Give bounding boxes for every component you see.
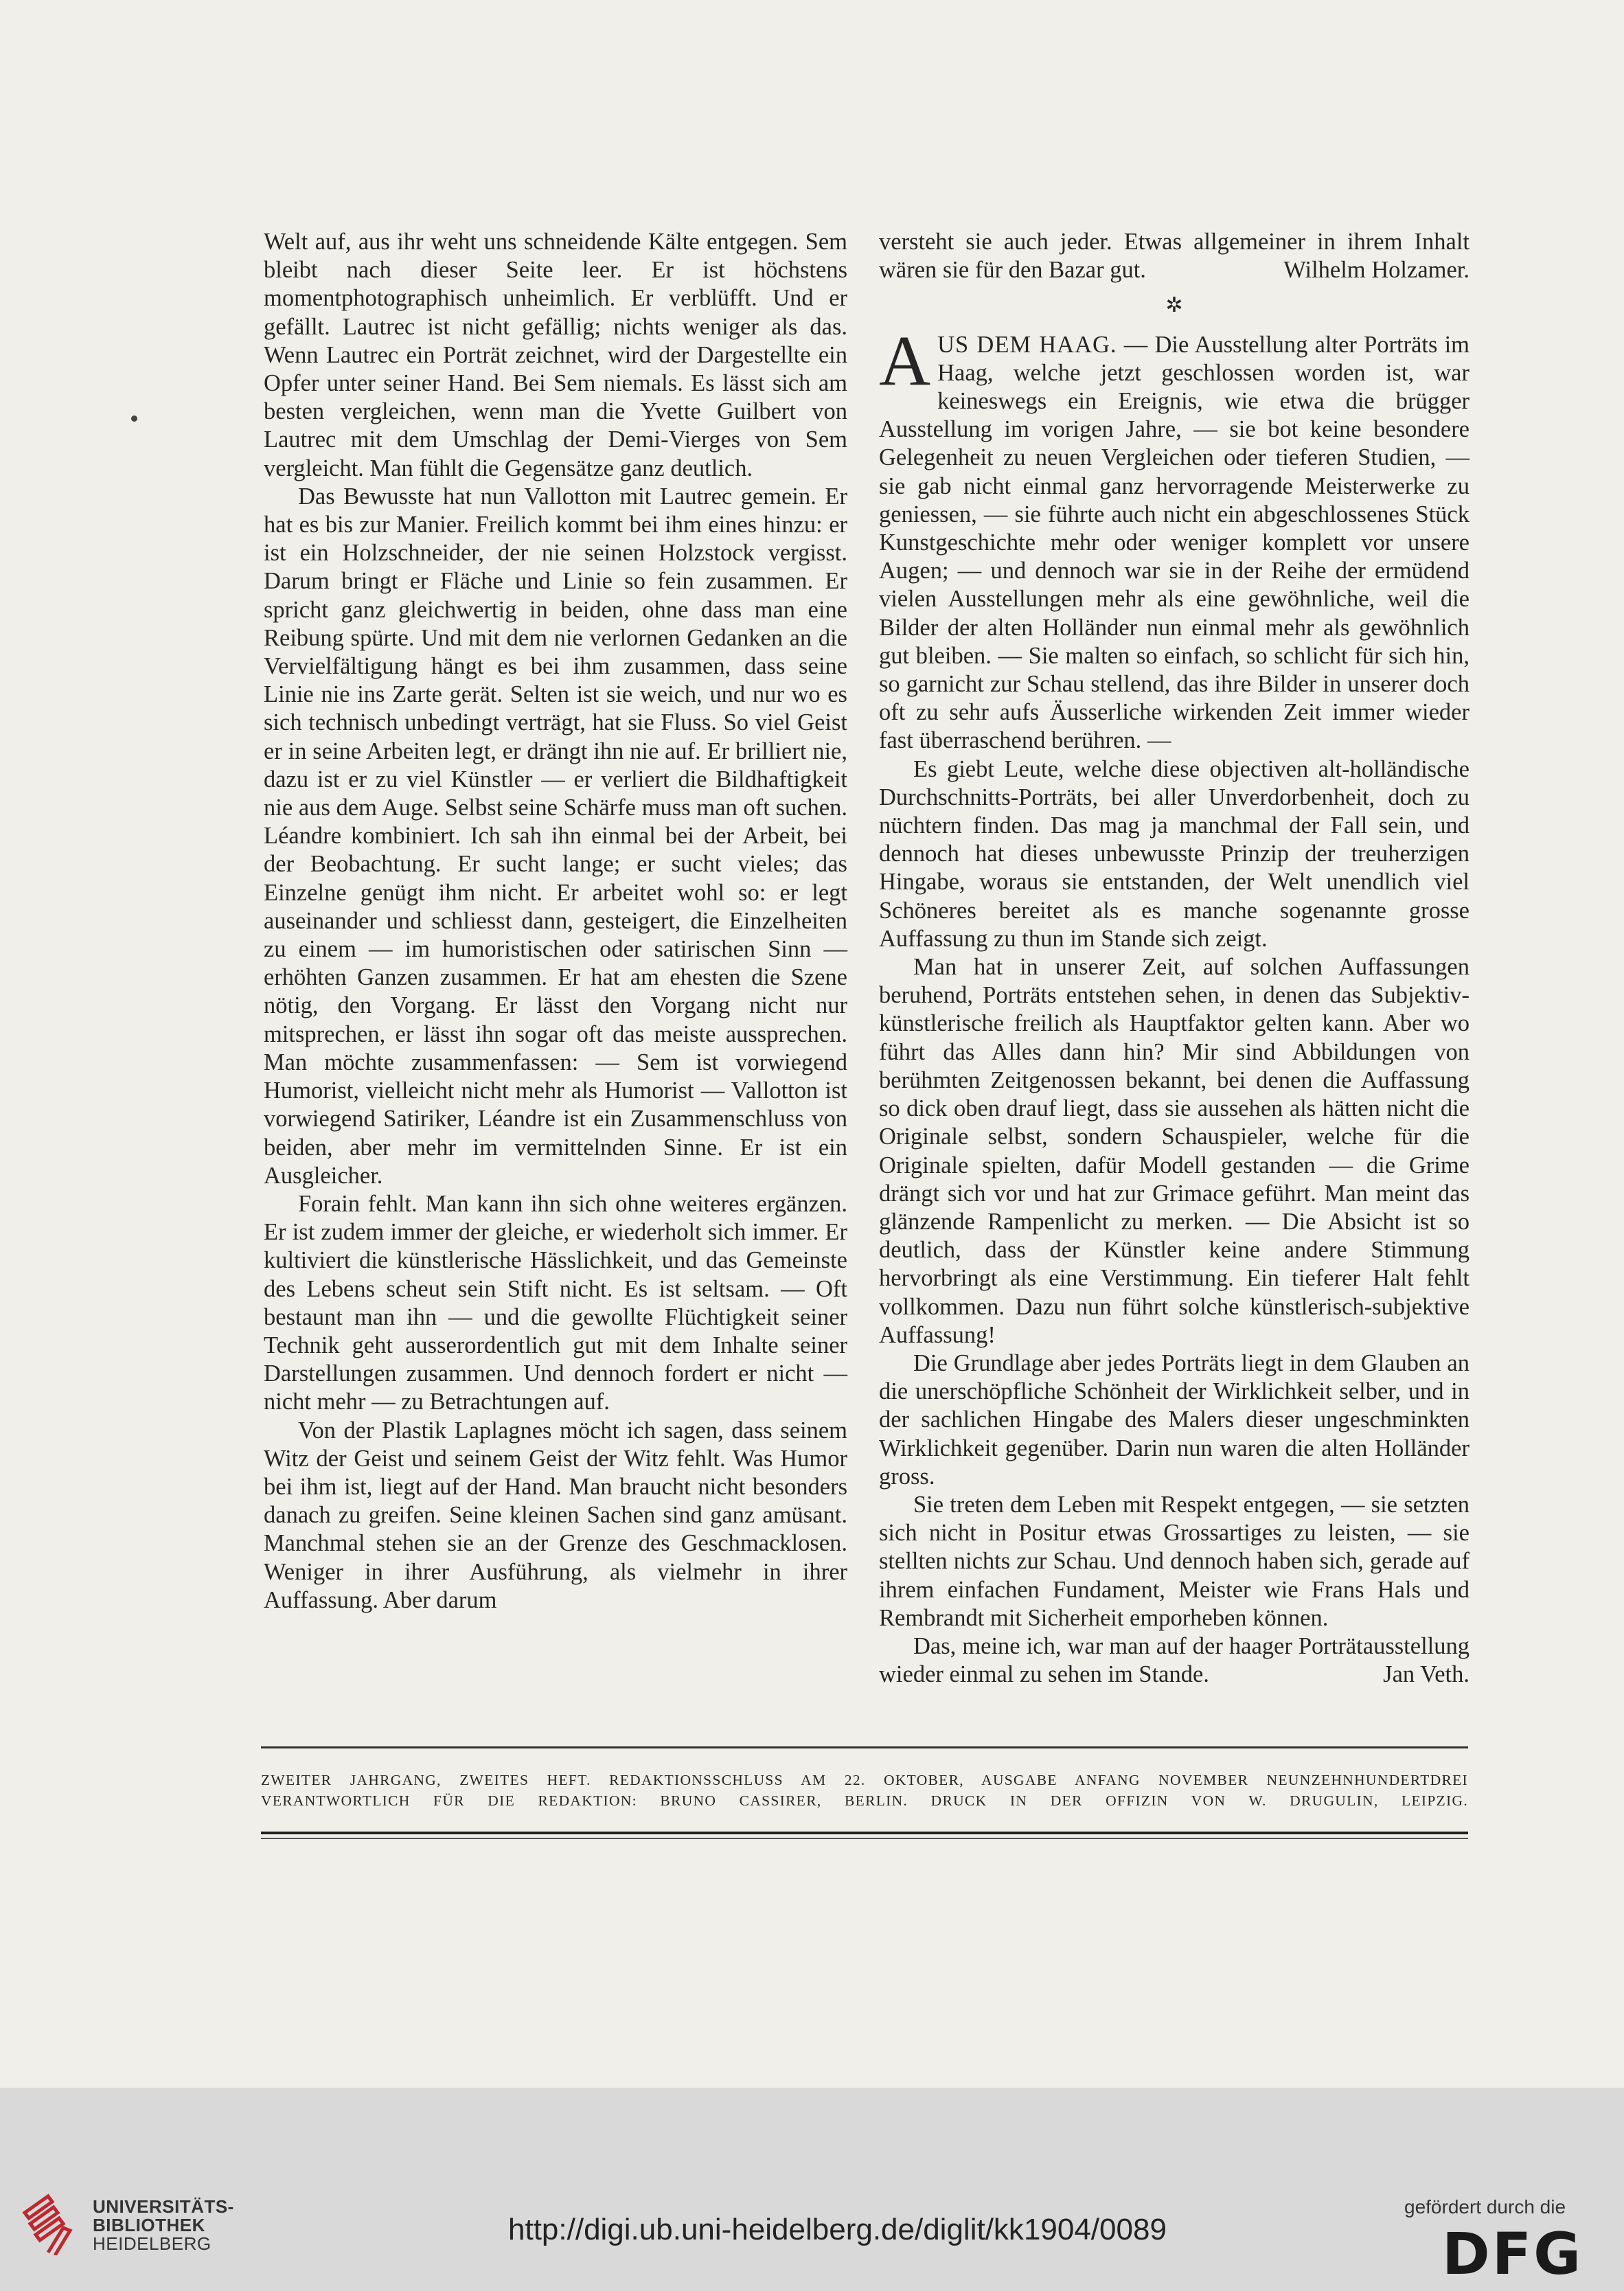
drop-cap: A <box>879 321 931 400</box>
paragraph <box>879 228 1469 284</box>
separator-star-icon: ✲ <box>1165 294 1183 317</box>
imprint-rule-thin <box>261 1838 1468 1839</box>
paragraph: Welt auf, aus ihr weht uns schneidende Kälte entgegen. Sem bleibt nach dieser Seite leer. Er ist höchstens momentphotographisch unheimlich. Er verblüfft. Und er gefällt. Lautrec ist nicht gefällig; nichts weniger als das. Wenn Lautrec ein Porträt zeichnet, wird der Dargestellte ein Opfer unter seiner Hand. Bei Sem niemals. Es lässt sich am besten vergleichen, wenn man die Yvette Guilbert von Lautrec mit dem Umschlag der Demi-Vierges von Sem vergleicht. Man fühlt die Gegensätze ganz deutlich. <box>264 229 847 481</box>
library-name-line: HEIDELBERG <box>93 2233 211 2254</box>
article-heading: US DEM HAAG. <box>937 331 1117 358</box>
author-signature: Wilhelm Holzamer. <box>1283 257 1469 284</box>
university-library-logo-icon <box>21 2189 84 2255</box>
digitization-footer <box>0 2088 1624 2291</box>
imprint <box>261 1770 1468 1811</box>
paragraph: Die Grundlage aber jedes Porträts liegt in dem Glauben an die unerschöpfliche Schönheit der Wirklichkeit selber, und in der sachlichen Hingabe des Malers dieser ungeschminkten Wirklichkeit gegenüber. Darin nun waren die alten Holländer gross. <box>879 1349 1469 1490</box>
imprint-line: VERANTWORTLICH FÜR DIE REDAKTION: BRUNO CASSIRER, BERLIN. DRUCK IN DER OFFIZIN VON W. DRUGULIN, LEIPZIG. <box>261 1792 1468 1809</box>
article-lead: — Die Ausstellung alter Porträts im Haag, welche jetzt geschlossen worden ist, war keineswegs ein Ereignis, wie etwa die brügger Ausstellung im vorigen Jahre, — sie bot keine besondere Gelegenheit zu neuen Vergleichen oder tieferen Studien, — sie gab nicht einmal ganz hervorragende Meisterwerke zu geniessen, — sie führte auch nicht ein abgeschlossenes Stück Kunstgeschichte mehr oder weniger komplett vor unsere Augen; — und dennoch war sie in der Reihe der ermüdend vielen Ausstellungen mehr als eine gewöhnliche, weil die Bilder der alten Holländer nun einmal mehr als gewöhnlich gut bleiben. — Sie malten so einfach, so schlicht für sich hin, so garnicht zur Schau stellend, das ihre Bilder in unserer doch oft zu sehr aufs Äusserliche wirkenden Zeit immer wieder fast überraschend berühren. — <box>879 331 1470 754</box>
left-column <box>264 228 847 1615</box>
library-name-line: UNIVERSITÄTS- <box>93 2196 234 2217</box>
permalink-url[interactable]: http://digi.ub.uni-heidelberg.de/diglit/kk1904/0089 <box>508 2213 1167 2246</box>
imprint-line: ZWEITER JAHRGANG, ZWEITES HEFT. REDAKTIONSSCHLUSS AM 22. OKTOBER, AUSGABE ANFANG NOVEMBER NEUNZEHNHUNDERTDREI <box>261 1772 1468 1788</box>
paragraph: Sie treten dem Leben mit Respekt entgegen, — sie setzten sich nicht in Positur etwas Grossartiges zu leisten, — sie stellten nichts zur Schau. Und dennoch haben sich, gerade auf ihrem einfachen Fundament, Meister wie Frans Hals und Rembrandt mit Sicherheit emporheben können. <box>879 1491 1469 1631</box>
author-signature: Jan Veth. <box>1383 1661 1469 1688</box>
paragraph: Von der Plastik Laplagnes möcht ich sagen, dass seinem Witz der Geist und seinem Geist der Witz fehlt. Was Humor bei ihm ist, liegt auf der Hand. Man braucht nicht besonders danach zu greifen. Seine kleinen Sachen sind ganz amüsant. Manchmal stehen sie an der Grenze des Geschmacklosen. Weniger in ihrer Ausführung, als vielmehr in ihrer Auffassung. Aber darum <box>264 1417 847 1613</box>
imprint-rule-bottom <box>261 1832 1468 1834</box>
paragraph <box>879 1632 1469 1689</box>
article-first-paragraph <box>879 321 1470 755</box>
paragraph: Das Bewusste hat nun Vallotton mit Lautrec gemein. Er hat es bis zur Manier. Freilich kommt bei ihm eines hinzu: er ist ein Holzschneider, der nie seinen Holzstock vergisst. Darum bringt er Fläche und Linie so fein zusammen. Er spricht ganz gleichwertig in beiden, ohne dass man eine Reibung spürte. Und mit dem nie verlornen Gedanken an die Vervielfältigung hängt es bei ihm zusammen, dass seine Linie nie ins Zarte gerät. Selten ist sie weich, und nur wo es sich technisch unbedingt verträgt, hat sie Fluss. So viel Geist er in seine Arbeiten legt, er drängt ihn nie auf. Er brilliert nie, dazu ist er zu viel Künstler — er verliert die Bildhaftigkeit nie aus dem Auge. Selbst seine Schärfe muss man oft suchen. Léandre kombiniert. Ich sah ihn einmal bei der Arbeit, bei der Beobachtung. Er sucht lange; er sucht vieles; das Einzelne genügt ihm nicht. Er arbeitet wohl so: er legt auseinander und schliesst dann, gesteigert, die Einzelheiten zu einem — im humoristischen oder satirischen Sinn — erhöhten Ganzen zusammen. Er hat am ehesten die Szene nötig, den Vorgang. Er lässt den Vorgang nicht nur mitsprechen, er lässt ihn sogar oft das meiste aussprechen. Man möchte zusammenfassen: — Sem ist vorwiegend Humorist, vielleicht nicht mehr als Humorist — Vallotton ist vorwiegend Satiriker, Léandre ist ein Zusammenschluss von beiden, aber mehr im vermittelnden Sinne. Er ist ein Ausgleicher. <box>264 483 847 1189</box>
paragraph: Es giebt Leute, welche diese objectiven alt-holländische Durchschnitts-Porträts, bei aller Unverdorbenheit, doch zu nüchtern finden. Das mag ja manchmal der Fall sein, und dennoch hat dieses unbewusste Prinzip der treuherzigen Hingabe, woraus sie entstanden, der Welt unendlich viel Schöneres bereitet als es manche sogenannte grosse Auffassung zu thun im Stande sich zeigt. <box>879 755 1469 952</box>
library-name-line: BIBLIOTHEK <box>93 2215 205 2235</box>
ink-spot <box>131 415 137 422</box>
imprint-rule-top <box>261 1746 1468 1748</box>
intro-text: versteht sie auch jeder. Etwas allgemeiner in ihrem Inhalt wären sie für den Bazar gut. <box>879 229 1469 284</box>
paragraph: Forain fehlt. Man kann ihn sich ohne weiteres ergänzen. Er ist zudem immer der gleiche, er wiederholt sich immer. Er kultiviert die künstlerische Hässlichkeit, und das Gemeinste des Lebens scheut sein Stift nicht. Es ist seltsam. — Oft bestaunt man ihn — und die gewollte Flüchtigkeit seiner Technik geht ausserordentlich gut mit dem Inhalte seiner Darstellungen zusammen. Und dennoch fordert er nicht — nicht mehr — zu Betrachtungen auf. <box>264 1190 847 1415</box>
paragraph: Man hat in unserer Zeit, auf solchen Auffassungen beruhend, Porträts entstehen sehen, in denen das Subjektiv-künstlerische freilich als Hauptfaktor gelten kann. Aber wo führt das Alles dann hin? Mir sind Abbildungen von berühmten Zeitgenossen bekannt, bei denen die Auffassung so dick oben drauf liegt, dass sie aussehen als hätten nicht die Originale selbst, sondern Schauspieler, welche für die Originale spielten, dafür Modell gestanden — die Grime drängt sich vor und hat zur Grimace geführt. Man meint das glänzende Rampenlicht zu merken. — Die Absicht ist so deutlich, dass der Künstler keine andere Stimmung hervorbringt als eine Verstimmung. Ein tieferer Halt fehlt vollkommen. Dazu nun führt solche künstlerisch-subjektive Auffassung! <box>879 954 1469 1348</box>
dfg-logo: DFG <box>1442 2220 1583 2288</box>
right-column <box>879 228 1469 1689</box>
closing-text: Das, meine ich, war man auf der haager Porträtausstellung wieder einmal zu sehen im Stande. <box>879 1632 1469 1688</box>
funding-caption: gefördert durch die <box>1404 2196 1566 2218</box>
library-name <box>93 2198 234 2253</box>
